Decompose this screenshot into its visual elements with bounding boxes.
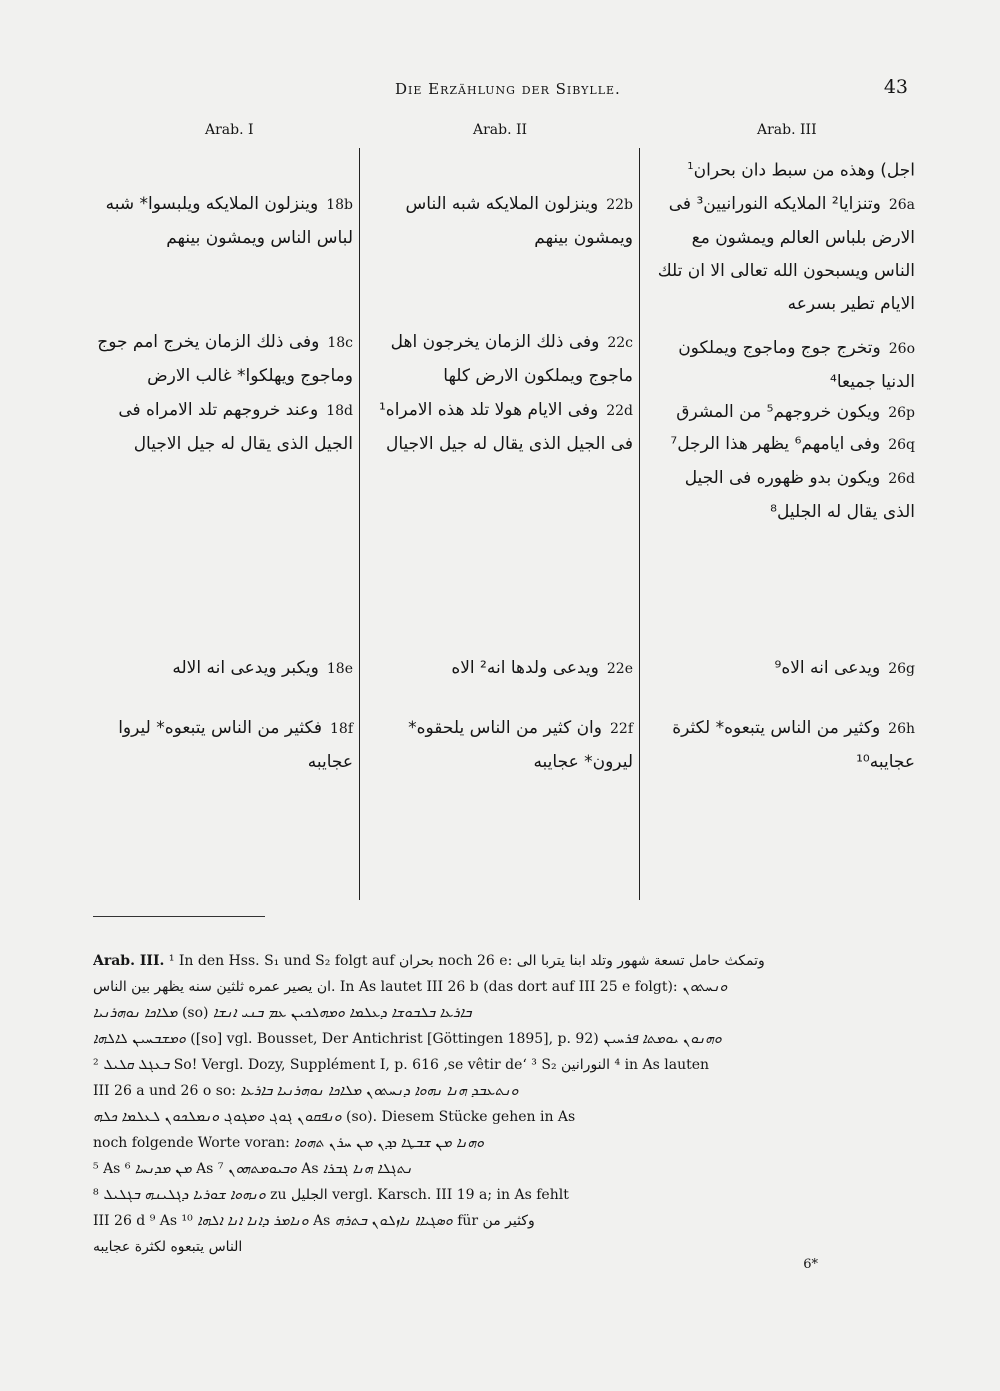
footnote-line-1: Arab. III. ¹ In den Hss. S₁ und S₂ folgt auf بحران noch 26 e: وتمكث حامل تسعة شهور وتلد ابنا يتربا الى — [93, 953, 765, 969]
entry-c2-22c: 22cوفى ذلك الزمان يخرجون اهل ماجوج ويملكون الارض كلها — [390, 332, 633, 386]
footnote-line-3: ܡܠܐܟܐ ܢܘܗܪܢܝܐ (so) ܒܐܪܥܐ ܒܠܒܘܫܐ ܕܥܠܡܐ ܘܡܗܠܟܝܢ ܥܡ ܒܢܝ ܐܢܫܐ — [93, 1005, 472, 1021]
entry-c1-18d: 18dوعند خروجهم تلد الامراه فى الجيل الذى يقال له جيل الاجيال — [118, 400, 353, 454]
entry-c3-26g: 26gويدعى انه الاه⁹ — [774, 658, 915, 678]
entry-c3-26q: 26qوفى ايامهم⁶ يظهر هذا الرجل⁷ — [670, 434, 915, 454]
page-header — [0, 76, 1000, 104]
footnote-line-2: ان يصير عمره ثلثين سنه يظهر بين الناس. In As lautet III 26 b (das dort auf III 25 e folgt): ܘܢܚܬܘܢ — [93, 979, 728, 995]
footnote-separator — [93, 916, 265, 917]
column-divider-2 — [639, 148, 640, 900]
footnote-line-4: ܘܡܫܒܚܝܢ ܠܐܠܗܐ ([so] vgl. Bousset, Der Antichrist [Göttingen 1895], p. 92) ܘܗܢܘܢ ܝܘܡܬܐ ܦܪܚܝܢ — [93, 1031, 722, 1047]
entry-c3-26o: 26oوتخرج جوج وماجوج ويملكون الدنيا جميعا⁴ — [678, 338, 915, 392]
entry-c1-18f: 18fفكثير من الناس يتبعوه* ليروا عجايبه — [118, 718, 353, 772]
entry-c2-22e: 22eويدعى ولدها انه² الاه — [451, 658, 633, 678]
entry-c1-18c: 18cوفى ذلك الزمان يخرج امم جوج وماجوج ويهلكوا* غالب الارض — [97, 332, 353, 386]
footnote-line-6: III 26 a und 26 o so: ܘܢܬܥܒܕ ܗܢܐ ܢܗܘܐ ܕܢܚܬܘܢ ܡܠܐܟܐ ܢܘܗܪܢܝܐ ܒܐܪܥܐ — [93, 1083, 519, 1099]
footnote-line-8: noch folgende Worte voran: ܘܗܢܐ ܡܢ ܫܒܛܐ ܕܕܢ ܡܢ ܚܪܢ ܬܗܘܐ — [93, 1135, 484, 1151]
entry-c3-26d: 26dويكون بدو ظهوره فى الجيل الذى يقال له الجليل⁸ — [684, 468, 915, 522]
page-number: 43 — [883, 76, 908, 98]
entry-c2-22f: 22fوان كثير من الناس يلحقوه* ليرون* عجايبه — [408, 718, 633, 772]
footnote-line-7: ܘܢܦܩܘܢ ܓܘܓ ܘܡܓܘܓ ܘܢܡܠܟܘܢ ܠܥܠܡܐ ܟܠܗ (so). Diesem Stücke gehen in As — [93, 1109, 576, 1125]
footnotes — [93, 948, 913, 1260]
column-heading-arab-2: Arab. II — [473, 122, 528, 138]
entry-c2-22d: 22dوفى الايام هولا تلد هذه الامراه¹ فى الجيل الذى يقال له جيل الاجيال — [378, 400, 633, 454]
printer-signature: 6* — [803, 1257, 818, 1272]
column-heading-arab-1: Arab. I — [205, 122, 254, 138]
footnote-line-9: ⁵ As ܡܢ ܡܕܢܚܐ ⁶ As ܘܒܝܘܡܬܗܘܢ ⁷ As ܢܬܓܠܐ ܗܢܐ ܓܒܪܐ — [93, 1161, 413, 1177]
column-divider-1 — [359, 148, 360, 900]
footnote-line-11: III 26 d ⁹ As ܘܢܐܡܪ ܕܐܢܐ ܐܢܐ ܐܠܗܐ ¹⁰ As ܘܣܓܝܐܐ ܢܐܙܠܘܢ ܒܬܪܗ für وكثير من — [93, 1213, 535, 1229]
entry-c1-18e: 18eويكبر ويدعى انه الاله — [172, 658, 353, 678]
running-title: Die Erzählung der Sibylle. — [395, 80, 621, 98]
entry-c3-intro: اجل) وهذه من سبط دان بحران$^1$ — [687, 160, 915, 181]
entry-c3-26a: 26aوتنزايا² الملايكه النورانيين³ فى الارض بلباس العالم ويمشون مع الناس ويسبحون الله تعالى الا ان تلك الايام تطير بسرعه — [657, 194, 915, 314]
entry-c3-26h: 26hوكثير من الناس يتبعوه* لكثرة عجايبه¹⁰ — [672, 718, 915, 772]
entry-c3-26p: 26pويكون خروجهم⁵ من المشرق — [676, 402, 915, 422]
entry-c2-22b: 22bوينزلون الملايكه شبه الناس ويمشون بينهم — [405, 194, 633, 248]
footnote-line-10: ܘܢܗܘܐ ܫܘܪܝܐ ܕܓܠܝܢܗ ܒܓܠܝܠ ⁸ zu الجليل vergl. Karsch. III 19 a; in As fehlt — [93, 1187, 569, 1203]
column-heading-arab-3: Arab. III — [757, 122, 817, 138]
entry-c1-18b: 18bوينزلون الملايكه ويلبسوا* شبه لباس الناس ويمشون بينهم — [105, 194, 353, 248]
footnote-line-5: ܒܥܓܠ ܩܠܝܠ ² So! Vergl. Dozy, Supplément I, p. 616 ‚se vêtir de‘ ³ S₂ النورانين ⁴ in As lauten — [93, 1057, 710, 1073]
footnote-line-12: الناس يتبعوه لكثرة عجايبه — [93, 1239, 243, 1255]
